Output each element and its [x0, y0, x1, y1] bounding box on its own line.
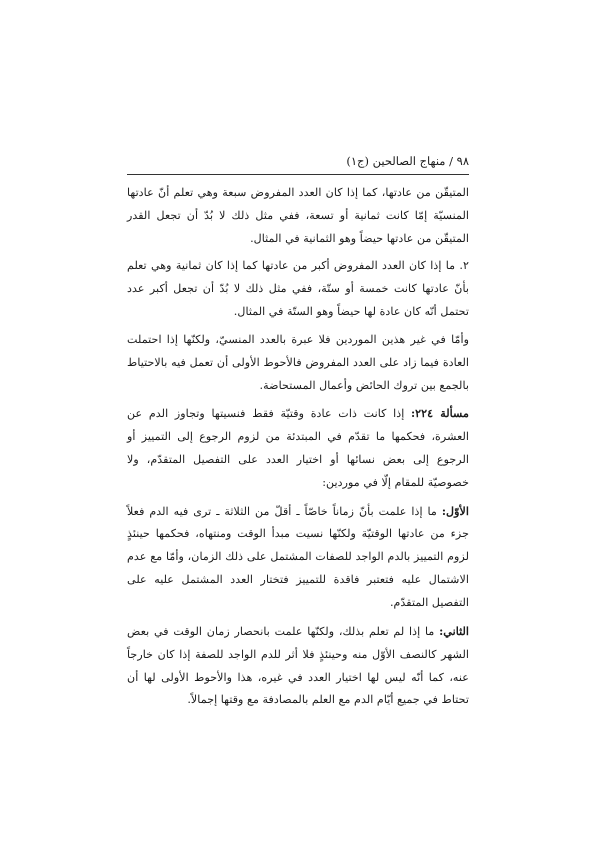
running-header: [127, 152, 469, 170]
header-separator: /: [449, 154, 453, 168]
paragraph-6: [127, 620, 469, 713]
book-title: منهاج الصالحين (ج١): [346, 154, 446, 168]
page-body: [127, 182, 469, 717]
page-number: ٩٨: [456, 154, 469, 168]
paragraph-1: [127, 182, 469, 251]
paragraph-text: ما إذا لم تعلم بذلك، ولكنّها علمت بانحصار زمان الوقت في بعض الشهر كالنصف الأوّل منه وحينئذٍ فلا أثر للدم الواجد للصفة إذا كان خارجاً عنه، كما أنّه ليس لها اختيار العدد في غيره، هذا والأحوط الأولى لها أن تحتاط في جميع أيّام الدم مع العلم بالمصادفة مع وقتها إجمالاً.: [127, 624, 469, 707]
paragraph-text: وأمّا في غير هذين الموردين فلا عبرة بالعدد المنسيّ، ولكنّها إذا احتملت العادة فيما زاد على العدد المفروض فالأحوط الأولى أن تعمل فيه بالاحتياط بالجمع بين تروك الحائض وأعمال المستحاضة.: [127, 332, 469, 392]
paragraph-text: إذا كانت ذات عادة وقتيّة فقط فنسيتها وتجاوز الدم عن العشرة، فحكمها ما تقدّم في المبتدئة من لزوم الرجوع إلى التمييز أو الرجوع إلى بعض نسائها أو اختيار العدد على التفصيل المتقدّم، ولا خصوصيّة للمقام إلّا في موردين:: [127, 407, 469, 489]
paragraph-4: [127, 402, 469, 495]
issue-heading: مسألة ٢٢٤:: [411, 406, 469, 421]
paragraph-text: ٢. ما إذا كان العدد المفروض أكبر من عادتها كما إذا كان ثمانية وهي تعلم بأنّ عادتها كانت خمسة أو ستّة، ففي مثل ذلك لا بُدّ أن تجعل أكبر عدد تحتمل أنّه كان عادة لها حيضاً وهو الستّة في المثال.: [127, 259, 469, 319]
paragraph-2: [127, 255, 469, 324]
paragraph-3: [127, 329, 469, 398]
case-one-label: الأوّل:: [441, 503, 469, 518]
header-rule: [127, 174, 469, 175]
case-two-label: الثاني:: [439, 623, 469, 638]
paragraph-5: [127, 500, 469, 616]
paragraph-text: ما إذا علمت بأنّ زماناً خاصّاً ـ أقلّ من الثلاثة ـ ترى فيه الدم فعلاً جزء من عادتها الوقتيّة ولكنّها نسيت مبدأ الوقت ومنتهاه، فحكمها حينئذٍ لزوم التمييز بالدم الواجد للصفات المشتمل على ذلك الزمان، وأمّا مع عدم الاشتمال عليه فتعتبر فاقدة للتمييز فتختار العدد المشتمل عليه على التفصيل المتقدّم.: [127, 504, 469, 610]
paragraph-text: المتيقّن من عادتها، كما إذا كان العدد المفروض سبعة وهي تعلم أنّ عادتها المنسيّة إمّا كانت ثمانية أو تسعة، ففي مثل ذلك لا بُدّ أن تجعل القدر المتيقّن من عادتها حيضاً وهو الثمانية في المثال.: [127, 186, 469, 245]
